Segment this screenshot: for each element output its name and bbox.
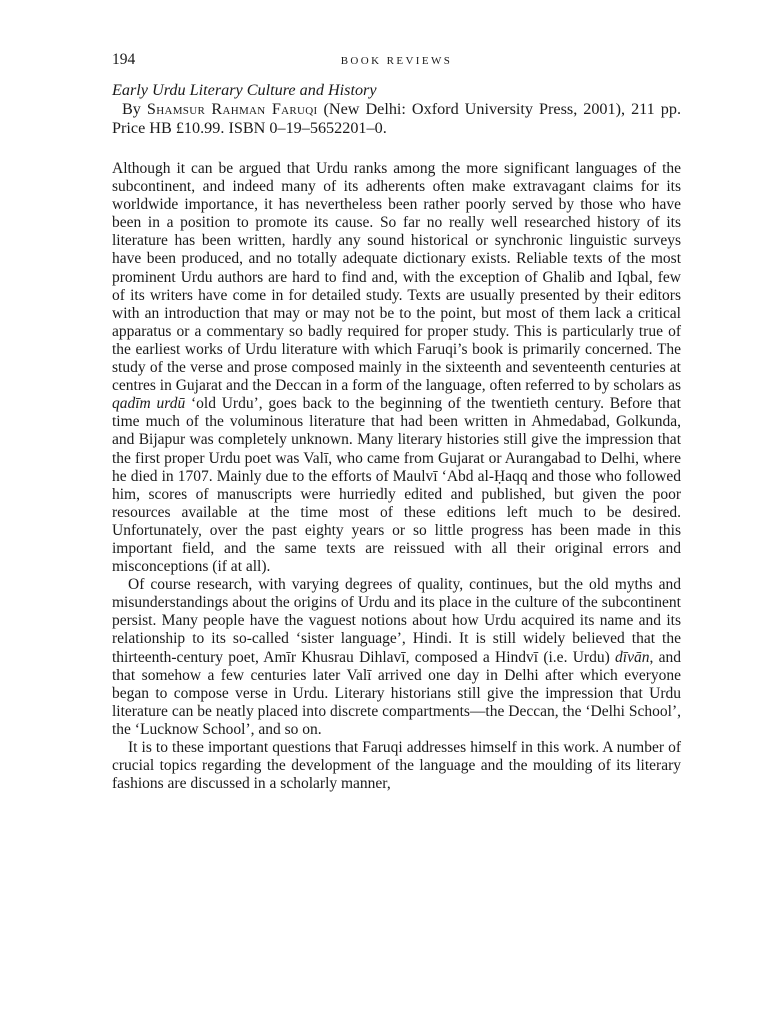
section-title: BOOK REVIEWS xyxy=(340,55,453,67)
paragraph-1-italic-term: qadīm urdū xyxy=(112,395,186,413)
paragraph-1-text-a: Although it can be argued that Urdu ranks among the more significant languages of the subcontinent, and indeed many of its adherents often make extravagant claims for its worldwide importance, it has nevertheless been rather poorly served by those who have been in a position to promote its cause. So far no really well researched history of its literature has been written, hardly any sound historical or synchronic linguistic surveys have been produced, and no totally adequate dictionary exists. Reliable texts of the most prominent Urdu authors are hard to find and, with the exception of Ghalib and Iqbal, few of its writers have come in for detailed study. Texts are usually presented by their editors with an introduction that may or may not be to the point, but most of them lack a critical apparatus or a commentary so badly required for proper study. This is particularly true of the earliest works of Urdu literature with which Faruqi’s book is primarily concerned. The study of the verse and prose composed mainly in the sixteenth and seventeenth centuries at centres in Gujarat and the Deccan in a form of the language, often referred to by scholars as xyxy=(112,160,681,395)
paragraph-3-text: It is to these important questions that Faruqi addresses himself in this work. A number of crucial topics regarding the development of the language and the moulding of its literary fashions are discussed in a scholarly manner, xyxy=(112,739,681,793)
paragraph-1 xyxy=(112,160,681,576)
author-name: Shamsur Rahman Faruqi xyxy=(146,100,318,118)
paragraph-2 xyxy=(112,576,681,739)
paragraph-3 xyxy=(112,739,681,793)
book-review-page xyxy=(112,50,681,793)
citation-by: By xyxy=(122,100,147,118)
publication-details: (New Delhi: Oxford University Press, 2001), 211 pp. Price HB £10.99. ISBN 0–19–5652201–0. xyxy=(112,100,681,137)
review-body xyxy=(112,160,681,793)
paragraph-2-text-a: Of course research, with varying degrees of quality, continues, but the old myths and misunderstandings about the origins of Urdu and its place in the culture of the subcontinent persist. Many people have the vaguest notions about how Urdu acquired its name and its relationship to its so-called ‘sister language’, Hindi. It is still widely believed that the thirteenth-century poet, Amīr Khusrau Dihlavī, composed a Hindvī (i.e. Urdu) xyxy=(112,576,681,666)
paragraph-2-text-b: , and that somehow a few centuries later Valī arrived one day in Delhi after which everyone began to compose verse in Urdu. Literary historians still give the impression that Urdu literature can be neatly placed into discrete compartments—the Deccan, the ‘Delhi School’, the ‘Lucknow School’, and so on. xyxy=(112,648,681,738)
book-title: Early Urdu Literary Culture and History xyxy=(112,81,377,99)
paragraph-1-text-b: ‘old Urdu’, goes back to the beginning of the twentieth century. Before that time much of the voluminous literature that had been written in Ahmedabad, Golkunda, and Bijapur was completely unknown. Many literary histories still give the impression that the first proper Urdu poet was Valī, who came from Gujarat or Aurangabad to Delhi, where he died in 1707. Mainly due to the efforts of Maulvī ‘Abd al-Ḥaqq and those who followed him, scores of manuscripts were hurriedly edited and published, but given the poor resources available at the time most of these editions left much to be desired. Unfortunately, over the past eighty years or so little progress has been made in this important field, and the same texts are reissued with all their original errors and misconceptions (if at all). xyxy=(112,395,681,576)
paragraph-2-italic-term: dīvān xyxy=(615,648,650,666)
book-citation xyxy=(112,100,681,138)
running-head xyxy=(112,50,681,70)
page-number: 194 xyxy=(112,51,136,68)
